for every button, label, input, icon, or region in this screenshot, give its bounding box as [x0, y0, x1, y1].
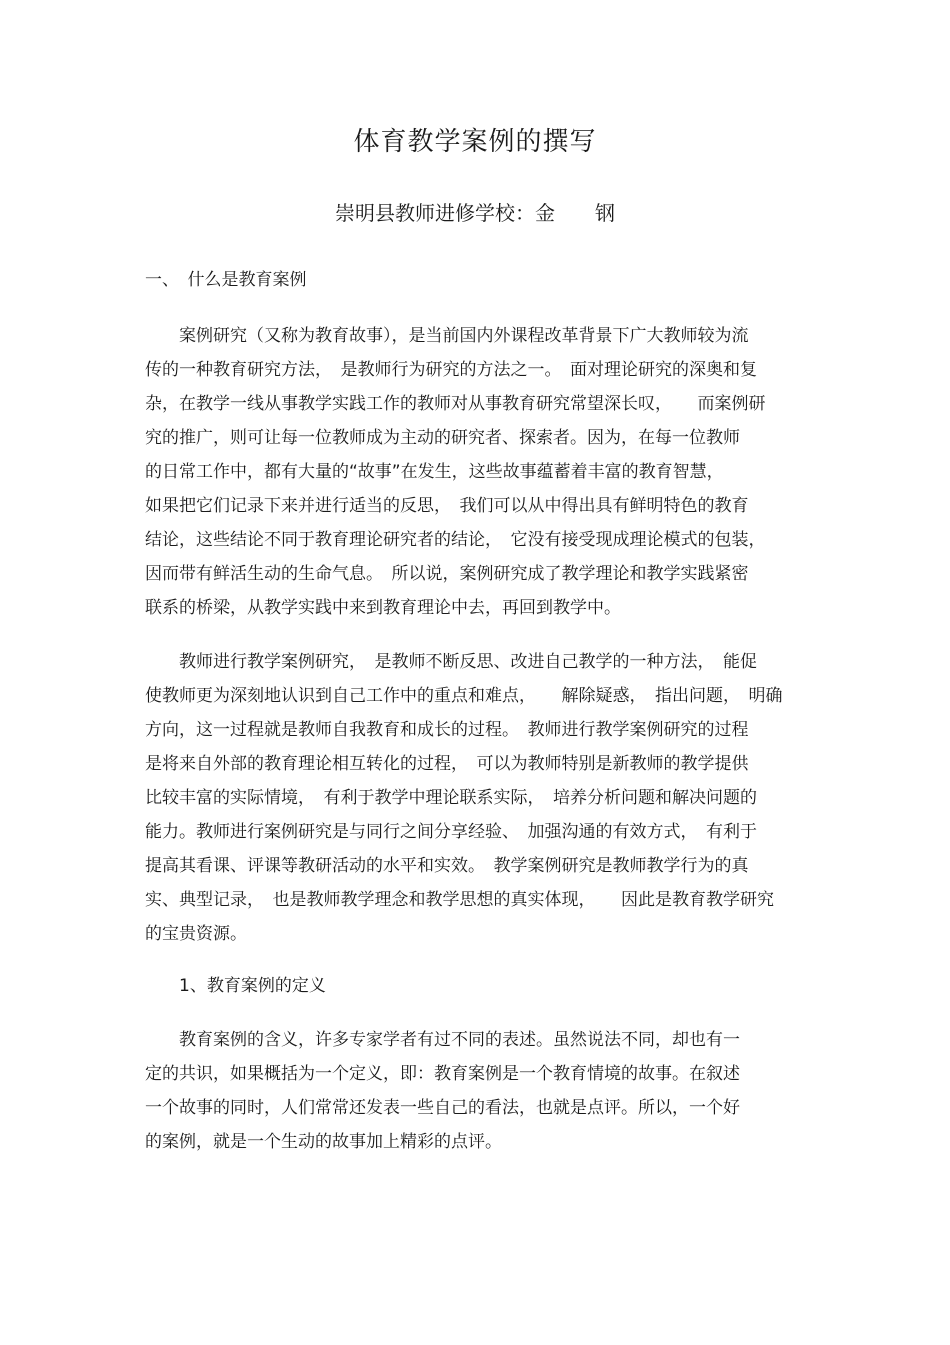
text-line: 比较丰富的实际情境， 有利于教学中理论联系实际， 培养分析问题和解决问题的 [145, 788, 757, 808]
text-line: 能力。教师进行案例研究是与同行之间分享经验、 加强沟通的有效方式， 有利于 [145, 822, 757, 842]
author-line [0, 198, 950, 228]
text-line: 一个故事的同时，人们常常还发表一些自己的看法，也就是点评。所以，一个好 [145, 1098, 740, 1118]
text-line: 教师进行教学案例研究， 是教师不断反思、改进自己教学的一种方法， 能促 [145, 652, 757, 672]
text-line: 联系的桥梁，从教学实践中来到教育理论中去，再回到教学中。 [145, 598, 621, 618]
text-line: 定的共识，如果概括为一个定义，即：教育案例是一个教育情境的故事。在叙述 [145, 1064, 740, 1084]
text-line: 究的推广，则可让每一位教师成为主动的研究者、探索者。因为，在每一位教师 [145, 428, 740, 448]
text-line: 教育案例的含义，许多专家学者有过不同的表述。虽然说法不同，却也有一 [145, 1030, 740, 1050]
text-line: 因而带有鲜活生动的生命气息。 所以说，案例研究成了教学理论和教学实践紧密 [145, 564, 749, 584]
text-line: 的宝贵资源。 [145, 924, 247, 944]
text-line: 的案例，就是一个生动的故事加上精彩的点评。 [145, 1132, 502, 1152]
text-line: 传的一种教育研究方法， 是教师行为研究的方法之一。 面对理论研究的深奥和复 [145, 360, 757, 380]
text-line: 是将来自外部的教育理论相互转化的过程， 可以为教师特别是新教师的教学提供 [145, 754, 749, 774]
document-title: 体育教学案例的撰写 [353, 127, 597, 157]
text-line: 实、典型记录， 也是教师教学理念和教学思想的真实体现， 因此是教育教学研究 [145, 890, 774, 910]
text-line: 提高其看课、评课等教研活动的水平和实效。 教学案例研究是教师教学行为的真 [145, 856, 749, 876]
text-line: 方向，这一过程就是教师自我教育和成长的过程。 教师进行教学案例研究的过程 [145, 720, 749, 740]
section-heading: 一、 什么是教育案例 [145, 270, 307, 290]
text-line: 案例研究（又称为教育故事），是当前国内外课程改革背景下广大教师较为流 [145, 326, 749, 346]
text-line: 结论，这些结论不同于教育理论研究者的结论， 它没有接受现成理论模式的包装， [145, 530, 766, 550]
text-line: 如果把它们记录下来并进行适当的反思， 我们可以从中得出具有鲜明特色的教育 [145, 496, 749, 516]
text-line: 的日常工作中，都有大量的“故事”在发生，这些故事蕴蓄着丰富的教育智慧， [145, 462, 724, 482]
text-line: 杂，在教学一线从事教学实践工作的教师对从事教育研究常望深长叹， 而案例研 [145, 394, 766, 414]
author-name-end: 钢 [595, 201, 615, 225]
author-affiliation: 崇明县教师进修学校：金 [335, 201, 555, 225]
text-line: 使教师更为深刻地认识到自己工作中的重点和难点， 解除疑惑， 指出问题， 明确 [145, 686, 783, 706]
subsection-heading: 1、教育案例的定义 [145, 976, 326, 996]
